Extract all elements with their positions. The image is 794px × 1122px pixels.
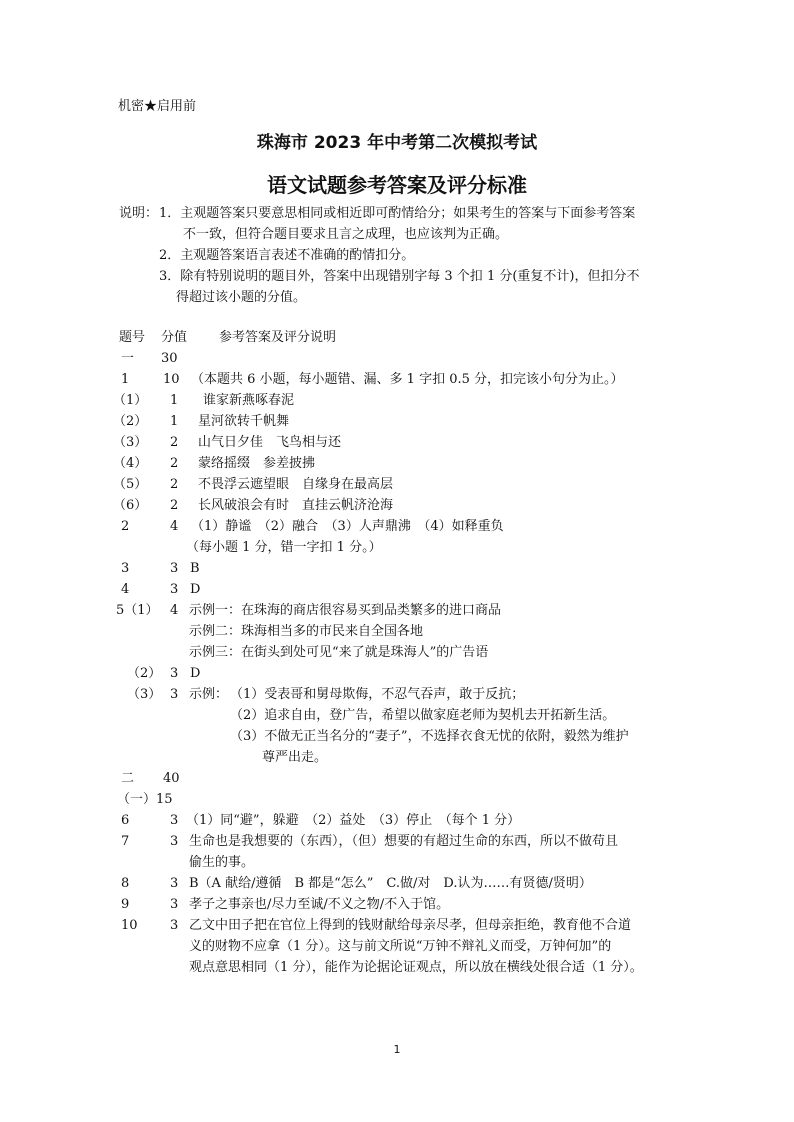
row-answer: B（A 献给/遵循 B 都是“怎么” C.做/对 D.认为……有贤德/贤明）	[189, 876, 592, 891]
instructions-prefix: 说明：	[119, 206, 159, 221]
row-score: 2	[170, 456, 179, 471]
row-answer: （1）同“避”，躲避 （2）益处 （3）停止 （每个 1 分）	[186, 813, 521, 828]
row-answer-cont: 示例二：珠海相当多的市民来自全国各地	[189, 624, 424, 639]
row-num: 7	[121, 834, 130, 849]
row-answer: D	[190, 582, 201, 597]
row-score: 3	[170, 897, 179, 912]
row-num: 4	[121, 582, 130, 597]
row-num: 6	[121, 813, 130, 828]
row-score: 3	[170, 666, 179, 681]
row-answer: 星河欲转千帆舞	[198, 414, 290, 429]
row-num: （2）	[113, 414, 148, 429]
row-answer-cont: （3）不做无正当名分的“妻子”，不选择衣食无忧的依附，毅然为维护	[230, 729, 629, 744]
row-num: （2）	[127, 666, 162, 681]
instruction-1: 1．主观题答案只要意思相同或相近即可酌情给分；如果考生的答案与下面参考答案	[159, 206, 636, 221]
row-answer: （1）受表哥和舅母欺侮，不忍气吞声，敢于反抗；	[230, 687, 525, 702]
row-score: 30	[161, 351, 178, 366]
row-answer-cont: 示例三：在街头到处可见“来了就是珠海人”的广告语	[189, 645, 489, 660]
document-title: 语文试题参考答案及评分标准	[267, 173, 527, 197]
row-score: 3	[170, 687, 179, 702]
row-answer-cont: 偷生的事。	[189, 855, 255, 870]
row-answer: 蒙络摇缀 参差披拂	[198, 456, 316, 471]
row-answer-cont: （每小题 1 分，错一字扣 1 分。）	[186, 540, 382, 555]
row-num: （3）	[127, 687, 162, 702]
header-question-number: 题号	[119, 330, 146, 345]
row-num: 二	[121, 771, 135, 786]
row-answer: 孝子之事亲也/尽力至诚/不义之物/不入于馆。	[189, 897, 450, 912]
row-num: （4）	[113, 456, 148, 471]
row-num: （3）	[113, 435, 148, 450]
row-score: 4	[170, 603, 179, 618]
row-score: 4	[170, 519, 179, 534]
row-num: 8	[121, 876, 130, 891]
row-answer: （1）静谧 （2）融合 （3）人声鼎沸 （4）如释重负	[191, 519, 504, 534]
row-answer: 山气日夕佳 飞鸟相与还	[198, 435, 342, 450]
header-answer: 参考答案及评分说明	[219, 330, 337, 345]
row-answer-cont: （2）追求自由，登广告，希望以做家庭老师为契机去开拓新生活。	[230, 708, 616, 723]
row-answer: 生命也是我想要的（东西），（但）想要的有超过生命的东西，所以不做苟且	[189, 834, 619, 849]
row-score: 3	[170, 876, 179, 891]
instruction-3-cont: 得超过该小题的分值。	[176, 290, 307, 305]
row-score: 3	[170, 582, 179, 597]
row-score: 1	[170, 414, 179, 429]
row-num: （一）15	[117, 792, 173, 807]
row-answer: 示例一：在珠海的商店很容易买到品类繁多的进口商品	[189, 603, 502, 618]
header-score: 分值	[161, 330, 188, 345]
row-num: 9	[121, 897, 130, 912]
row-num: 10	[121, 918, 138, 933]
instruction-2: 2．主观题答案语言表述不准确的酌情扣分。	[159, 248, 415, 263]
row-score: 2	[170, 477, 179, 492]
row-answer-cont: 尊严出走。	[262, 750, 328, 765]
row-answer: B	[190, 561, 200, 576]
row-score: 3	[170, 813, 179, 828]
row-score: 3	[170, 918, 179, 933]
row-num: 2	[121, 519, 130, 534]
row-num: 1	[121, 372, 130, 387]
instruction-3: 3．除有特别说明的题目外，答案中出现错别字每 3 个扣 1 分(重复不计)，但扣分不	[159, 269, 640, 284]
instruction-1-cont: 不一致，但符合题目要求且言之成理，也应该判为正确。	[183, 227, 509, 242]
exam-title: 珠海市 2023 年中考第二次模拟考试	[256, 133, 538, 153]
row-score: 3	[170, 834, 179, 849]
row-score: 2	[170, 435, 179, 450]
row-answer: D	[190, 666, 201, 681]
row-num: （1）	[113, 393, 148, 408]
page-number: 1	[393, 1043, 401, 1056]
row-score: 3	[170, 561, 179, 576]
row-num: （5）	[113, 477, 148, 492]
row-num: 3	[121, 561, 130, 576]
row-answer: （本题共 6 小题，每小题错、漏、多 1 字扣 0.5 分，扣完该小句分为止。）	[191, 372, 624, 387]
row-num: 5（1）	[116, 603, 159, 618]
row-answer: 不畏浮云遮望眼 自缘身在最高层	[198, 477, 394, 492]
confidential-label: 机密★启用前	[118, 99, 197, 114]
row-num: 一	[121, 351, 135, 366]
row-score: 10	[163, 372, 180, 387]
row-num: （6）	[113, 498, 148, 513]
row-answer: 长风破浪会有时 直挂云帆济沧海	[198, 498, 394, 513]
row-answer-prefix: 示例：	[189, 687, 229, 702]
row-score: 2	[170, 498, 179, 513]
row-score: 40	[163, 771, 180, 786]
row-answer-cont: 观点意思相同（1 分），能作为论据论证观点，所以放在横线处很合适（1 分）。	[189, 960, 643, 975]
row-answer: 谁家新燕啄春泥	[203, 393, 295, 408]
row-answer-cont: 义的财物不应拿（1 分）。这与前文所说“万钟不辩礼义而受，万钟何加”的	[189, 939, 612, 954]
row-answer: 乙文中田子把在官位上得到的钱财献给母亲尽孝，但母亲拒绝，教育他不合道	[189, 918, 632, 933]
row-score: 1	[170, 393, 179, 408]
